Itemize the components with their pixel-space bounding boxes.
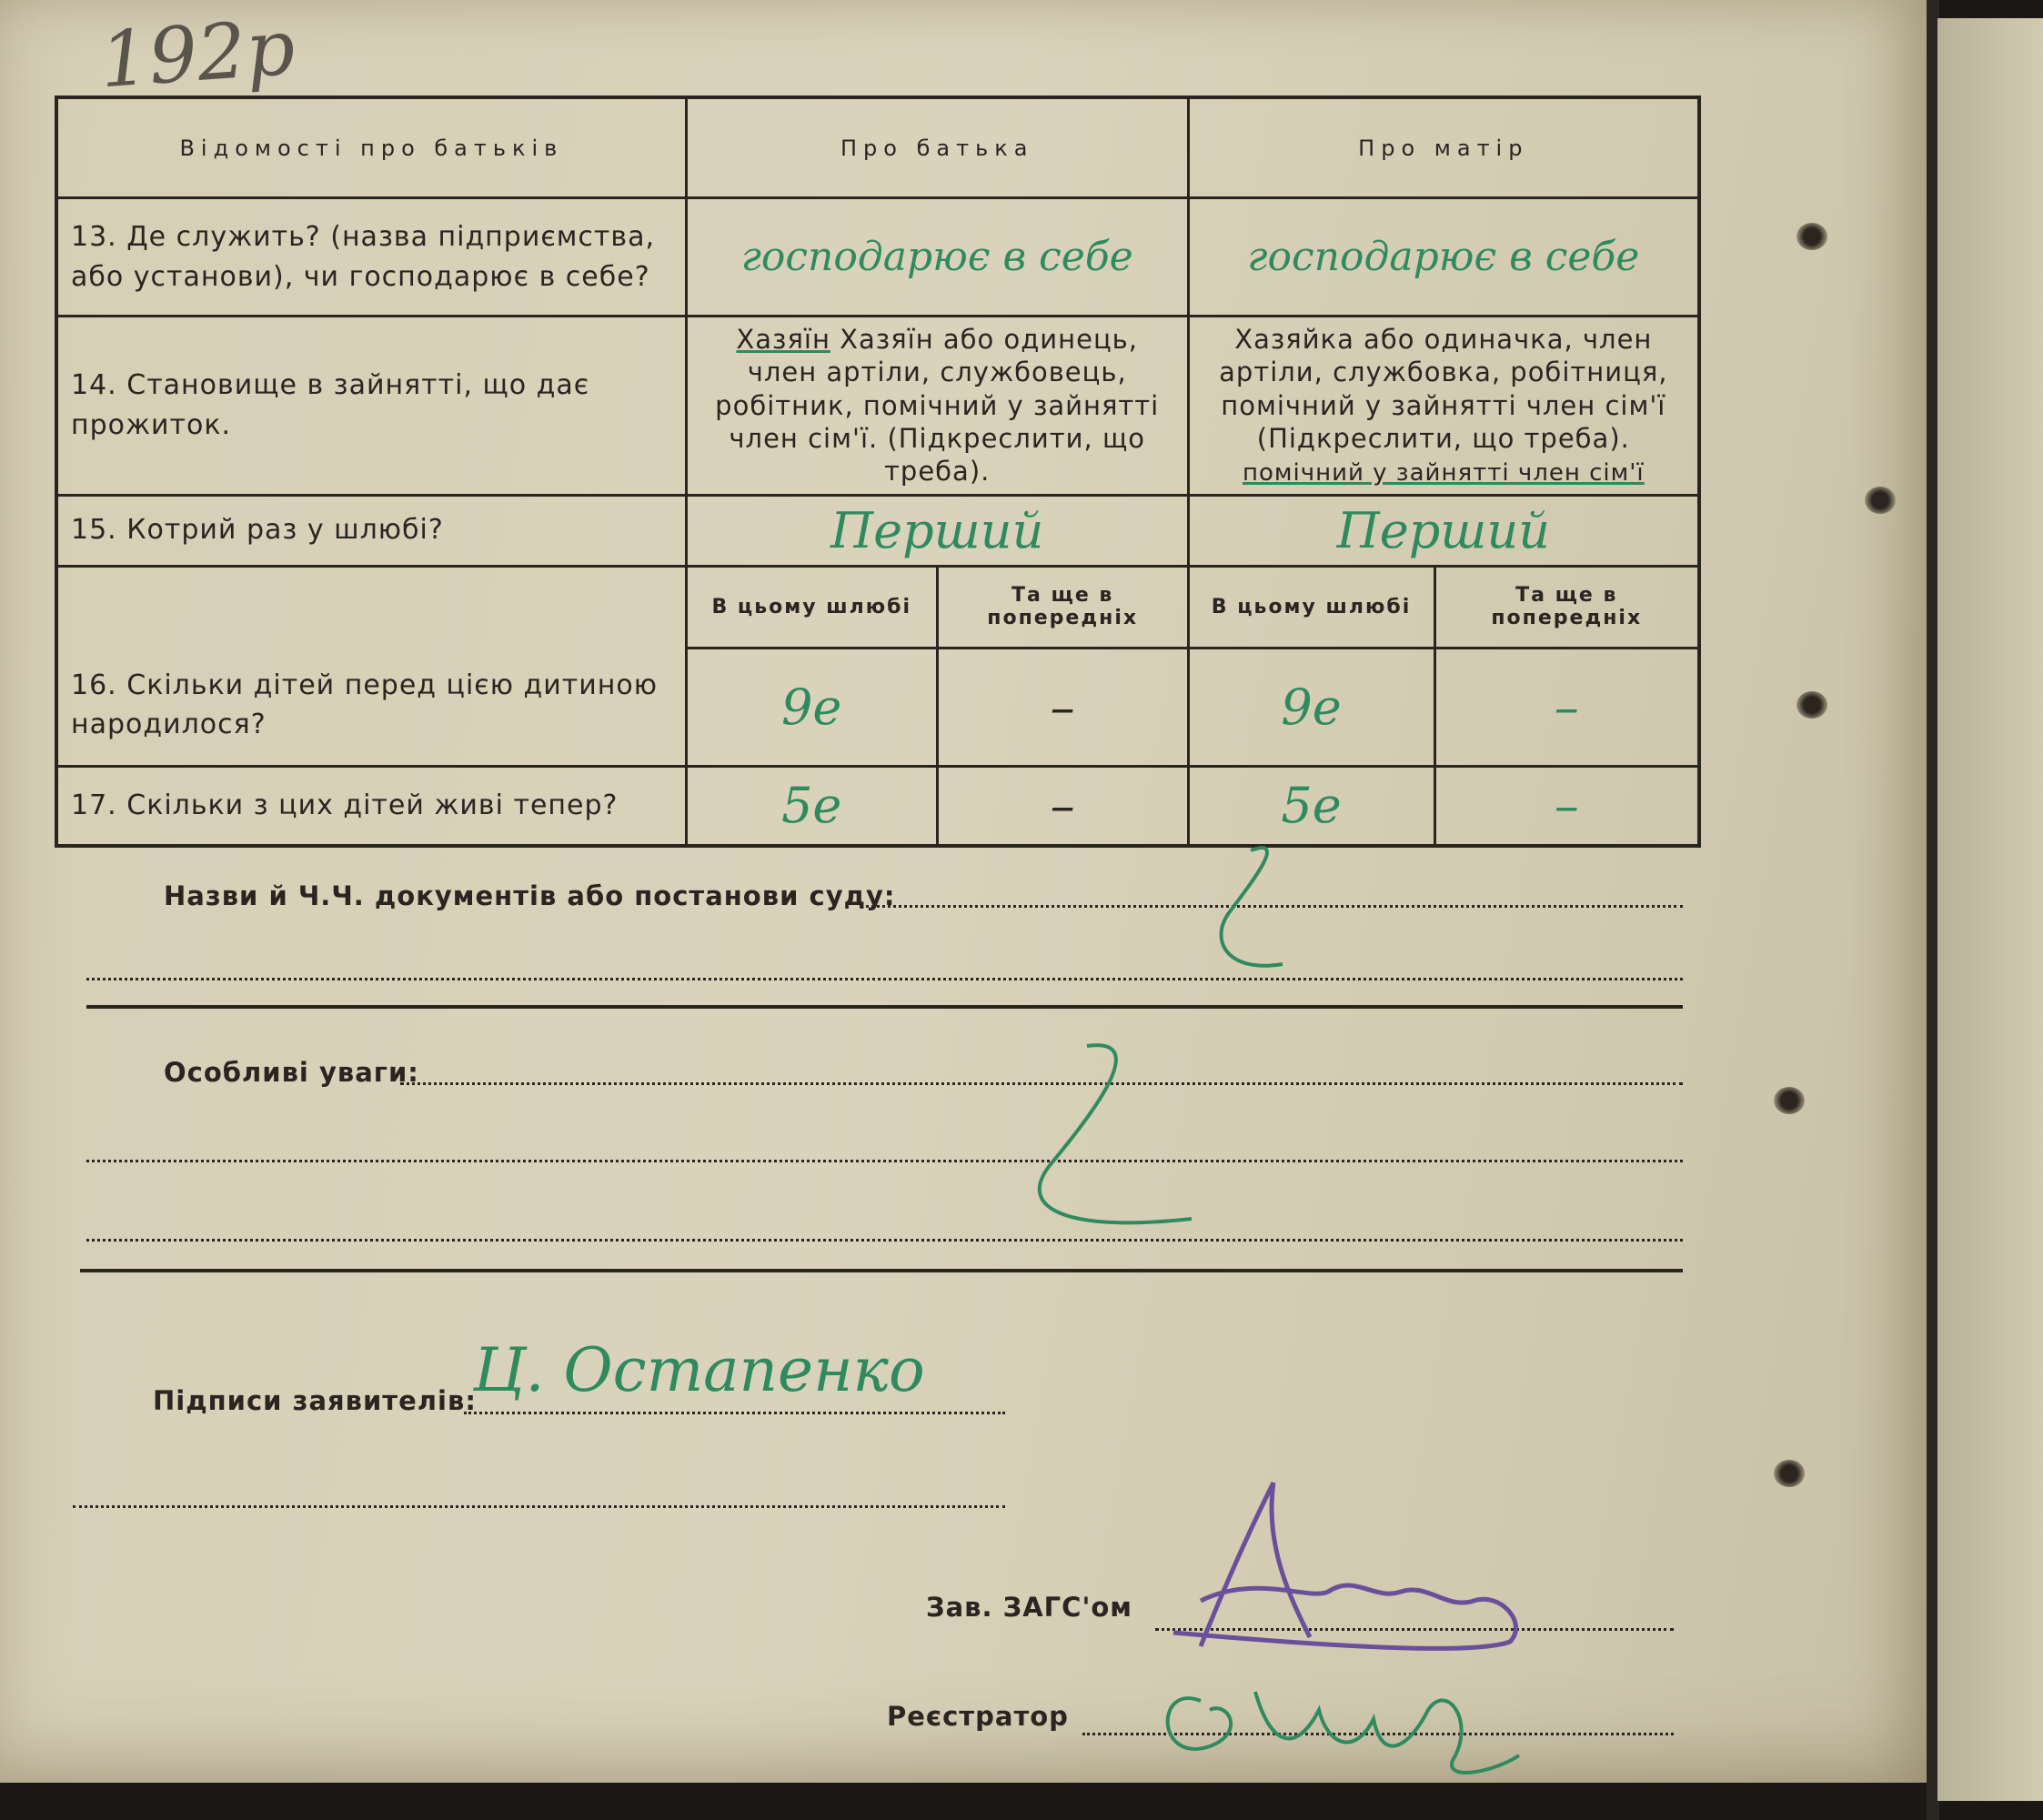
mother-children-born-prev: – <box>1434 648 1699 766</box>
question-16: 16. Скільки дітей перед цією дитиною народилося? <box>56 566 686 766</box>
punch-hole <box>1796 223 1827 250</box>
header-mother: Про матір <box>1188 97 1699 198</box>
question-15: 15. Котрий раз у шлюбі? <box>56 495 686 566</box>
punch-hole <box>1774 1087 1805 1114</box>
question-17: 17. Скільки з цих дітей живі тепер? <box>56 766 686 846</box>
head-signature-icon <box>1146 1464 1555 1664</box>
mother-children-born-this: 9е <box>1188 648 1434 766</box>
father-children-born-prev: – <box>937 648 1188 766</box>
punch-hole <box>1865 487 1896 514</box>
registrar-label: Реєстратор <box>887 1701 1069 1732</box>
registrar-signature-icon <box>1146 1646 1528 1810</box>
head-label: Зав. ЗАГС'ом <box>926 1592 1132 1623</box>
header-father: Про батька <box>686 97 1188 198</box>
father-children-alive-prev: – <box>937 766 1188 846</box>
father-children-alive-this: 5е <box>686 766 937 846</box>
section-divider <box>86 1005 1683 1009</box>
subheader-row <box>56 566 1699 648</box>
notes-dotted-line <box>86 1239 1683 1242</box>
mother-options-text: Хазяйка або одиначка, член артіли, службовка, робітниця, помічний у зайнятті член сім'ї (Підкреслити, що треба). <box>1219 324 1668 454</box>
dash-scribble-icon <box>1014 1037 1196 1232</box>
sub-father-this-marriage: В цьому шлюбі <box>686 566 937 648</box>
sub-mother-this-marriage: В цьому шлюбі <box>1188 566 1434 648</box>
next-page-edge <box>1937 18 2043 1801</box>
mother-children-alive-prev: – <box>1434 766 1699 846</box>
father-children-born-this: 9е <box>686 648 937 766</box>
parents-info-table <box>55 96 1701 848</box>
archive-number: 192р <box>96 2 298 106</box>
documents-label: Назви й Ч.Ч. документів або постанови суду: <box>164 880 896 911</box>
father-marriage-count: Перший <box>686 495 1188 566</box>
section-divider <box>80 1269 1683 1272</box>
header-parents-info: Відомості про батьків <box>56 97 686 198</box>
table-row <box>56 317 1699 496</box>
notes-dotted-line <box>86 1160 1683 1162</box>
father-options-text: Хазяїн або одинець, член артіли, службовець, робітник, помічний у зайнятті член сім'ї. (Підкреслити, що треба). <box>715 324 1160 488</box>
signature-dotted-line <box>464 1412 1005 1414</box>
table-header-row <box>56 97 1699 198</box>
mother-employment: господарює в себе <box>1188 198 1699 317</box>
mother-underlined-choice: помічний у зайнятті член сім'ї <box>1242 459 1645 487</box>
father-employment: господарює в себе <box>686 198 1188 317</box>
table-row <box>56 766 1699 846</box>
table-row <box>56 495 1699 566</box>
father-occupation-status <box>686 317 1188 496</box>
question-13: 13. Де служить? (назва підприємства, або установи), чи господарює в себе? <box>56 198 686 317</box>
notes-label: Особливі уваги: <box>164 1057 419 1088</box>
father-underlined-choice: Хазяїн <box>736 324 830 356</box>
mother-occupation-status <box>1188 317 1699 496</box>
mother-children-alive-this: 5е <box>1188 766 1434 846</box>
table-row <box>56 198 1699 317</box>
documents-dotted-line <box>86 978 1683 980</box>
signatures-label: Підписи заявителів: <box>153 1385 477 1416</box>
question-14: 14. Становище в зайнятті, що дає прожиток. <box>56 317 686 496</box>
punch-hole <box>1774 1460 1805 1487</box>
sub-mother-previous: Та ще в попередніх <box>1434 566 1699 648</box>
sub-father-previous: Та ще в попередніх <box>937 566 1188 648</box>
punch-hole <box>1796 691 1827 719</box>
applicant-signature: Ц. Остапенко <box>473 1335 925 1405</box>
signature-dotted-line <box>73 1505 1005 1508</box>
dash-scribble-icon <box>1201 841 1301 978</box>
mother-marriage-count: Перший <box>1188 495 1699 566</box>
